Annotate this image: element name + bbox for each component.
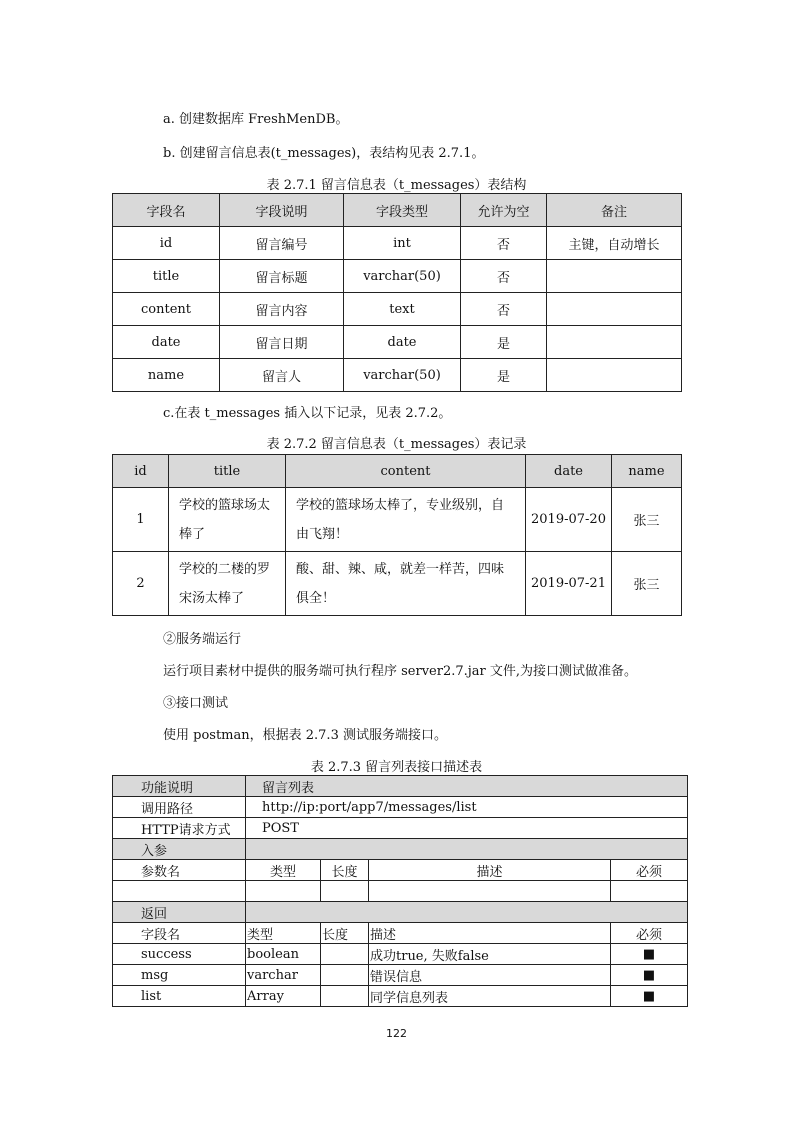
input-section-fill: [246, 839, 688, 860]
return-header: 字段名: [113, 923, 246, 944]
table-cell: varchar: [246, 965, 321, 986]
table2-header: content: [286, 455, 526, 488]
table-cell: 否: [461, 293, 547, 326]
func-value: 留言列表: [246, 776, 688, 797]
table-cell: 张三: [612, 552, 682, 616]
table-row: [113, 552, 682, 616]
step3-body: 使用 postman，根据表 2.7.3 测试服务端接口。: [163, 728, 447, 743]
table-cell: 同学信息列表: [369, 986, 611, 1007]
table-structure: [112, 193, 682, 392]
page-number: 122: [386, 1027, 407, 1040]
path-value: http://ip:port/app7/messages/list: [246, 797, 688, 818]
table-cell: 留言标题: [220, 260, 344, 293]
table-cell: 留言编号: [220, 227, 344, 260]
paragraph-b: b. 创建留言信息表(t_messages)，表结构见表 2.7.1。: [163, 146, 485, 161]
required-mark-icon: ■: [611, 965, 688, 986]
table-cell: [369, 881, 611, 902]
table-row: [113, 227, 682, 260]
table-interface: [112, 775, 688, 1007]
table-cell: 学校的篮球场太棒了，专业级别，自由飞翔！: [286, 488, 526, 552]
table-cell: [547, 326, 682, 359]
table-row: [113, 293, 682, 326]
table-cell: id: [113, 227, 220, 260]
table-cell: success: [113, 944, 246, 965]
table-records: [112, 454, 682, 616]
table1-header: 字段说明: [220, 194, 344, 227]
table1-header: 字段类型: [344, 194, 461, 227]
input-header: 参数名: [113, 860, 246, 881]
table-cell: name: [113, 359, 220, 392]
return-section-label: 返回: [113, 902, 246, 923]
return-header: 必须: [611, 923, 688, 944]
required-mark-icon: ■: [611, 986, 688, 1007]
table-cell: title: [113, 260, 220, 293]
return-header: 类型: [246, 923, 321, 944]
table2-header: name: [612, 455, 682, 488]
table-cell: 1: [113, 488, 169, 552]
table-cell: 成功true, 失败false: [369, 944, 611, 965]
table-cell: date: [344, 326, 461, 359]
table-cell: 是: [461, 359, 547, 392]
table1-header: 允许为空: [461, 194, 547, 227]
table2-header: id: [113, 455, 169, 488]
table-cell: [321, 881, 369, 902]
table-cell: 学校的二楼的罗宋汤太棒了: [169, 552, 286, 616]
method-label: HTTP请求方式: [113, 818, 246, 839]
paragraph-c: c.在表 t_messages 插入以下记录，见表 2.7.2。: [163, 406, 452, 421]
table-cell: 否: [461, 227, 547, 260]
table-cell: Array: [246, 986, 321, 1007]
table-cell: 张三: [612, 488, 682, 552]
table-cell: [547, 293, 682, 326]
table-cell: 主键，自动增长: [547, 227, 682, 260]
step2-heading: ②服务端运行: [163, 632, 242, 647]
table-cell: varchar(50): [344, 359, 461, 392]
table-row: [113, 326, 682, 359]
return-header: 描述: [369, 923, 611, 944]
table2-caption: 表 2.7.2 留言信息表（t_messages）表记录: [266, 437, 527, 452]
step2-body: 运行项目素材中提供的服务端可执行程序 server2.7.jar 文件,为接口测试做准备。: [163, 664, 638, 679]
func-label: 功能说明: [113, 776, 246, 797]
path-label: 调用路径: [113, 797, 246, 818]
table-cell: 否: [461, 260, 547, 293]
table-cell: 是: [461, 326, 547, 359]
paragraph-a: a. 创建数据库 FreshMenDB。: [163, 112, 349, 127]
table-row: [113, 488, 682, 552]
table-cell: 酸、甜、辣、咸，就差一样苦，四味俱全！: [286, 552, 526, 616]
table-row: [113, 359, 682, 392]
table-cell: [321, 965, 369, 986]
table1-caption: 表 2.7.1 留言信息表（t_messages）表结构: [266, 178, 527, 193]
table2-header: title: [169, 455, 286, 488]
input-header: 必须: [611, 860, 688, 881]
table-row: [113, 944, 688, 965]
table-row: [113, 260, 682, 293]
table-row: [113, 986, 688, 1007]
table-cell: 留言人: [220, 359, 344, 392]
input-section-label: 入参: [113, 839, 246, 860]
step3-heading: ③接口测试: [163, 696, 229, 711]
table-cell: msg: [113, 965, 246, 986]
table1-header: 备注: [547, 194, 682, 227]
table-cell: [321, 986, 369, 1007]
table-cell: [321, 944, 369, 965]
table-cell: 留言日期: [220, 326, 344, 359]
table-cell: 2019-07-21: [526, 552, 612, 616]
table-cell: [113, 881, 246, 902]
table-cell: 留言内容: [220, 293, 344, 326]
table-cell: 错误信息: [369, 965, 611, 986]
table-cell: [246, 881, 321, 902]
table-cell: [611, 881, 688, 902]
table-cell: text: [344, 293, 461, 326]
table-cell: 2: [113, 552, 169, 616]
table-cell: list: [113, 986, 246, 1007]
table2-header: date: [526, 455, 612, 488]
table-cell: boolean: [246, 944, 321, 965]
return-section-fill: [246, 902, 688, 923]
table-row: [113, 881, 688, 902]
table-cell: [547, 260, 682, 293]
table1-header: 字段名: [113, 194, 220, 227]
return-header: 长度: [321, 923, 369, 944]
table-cell: 学校的篮球场太棒了: [169, 488, 286, 552]
input-header: 描述: [369, 860, 611, 881]
input-header: 长度: [321, 860, 369, 881]
table-cell: varchar(50): [344, 260, 461, 293]
input-header: 类型: [246, 860, 321, 881]
method-value: POST: [246, 818, 688, 839]
table-cell: int: [344, 227, 461, 260]
required-mark-icon: ■: [611, 944, 688, 965]
table3-caption: 表 2.7.3 留言列表接口描述表: [310, 760, 483, 775]
table-row: [113, 965, 688, 986]
table-cell: 2019-07-20: [526, 488, 612, 552]
table-cell: [547, 359, 682, 392]
table-cell: date: [113, 326, 220, 359]
table-cell: content: [113, 293, 220, 326]
